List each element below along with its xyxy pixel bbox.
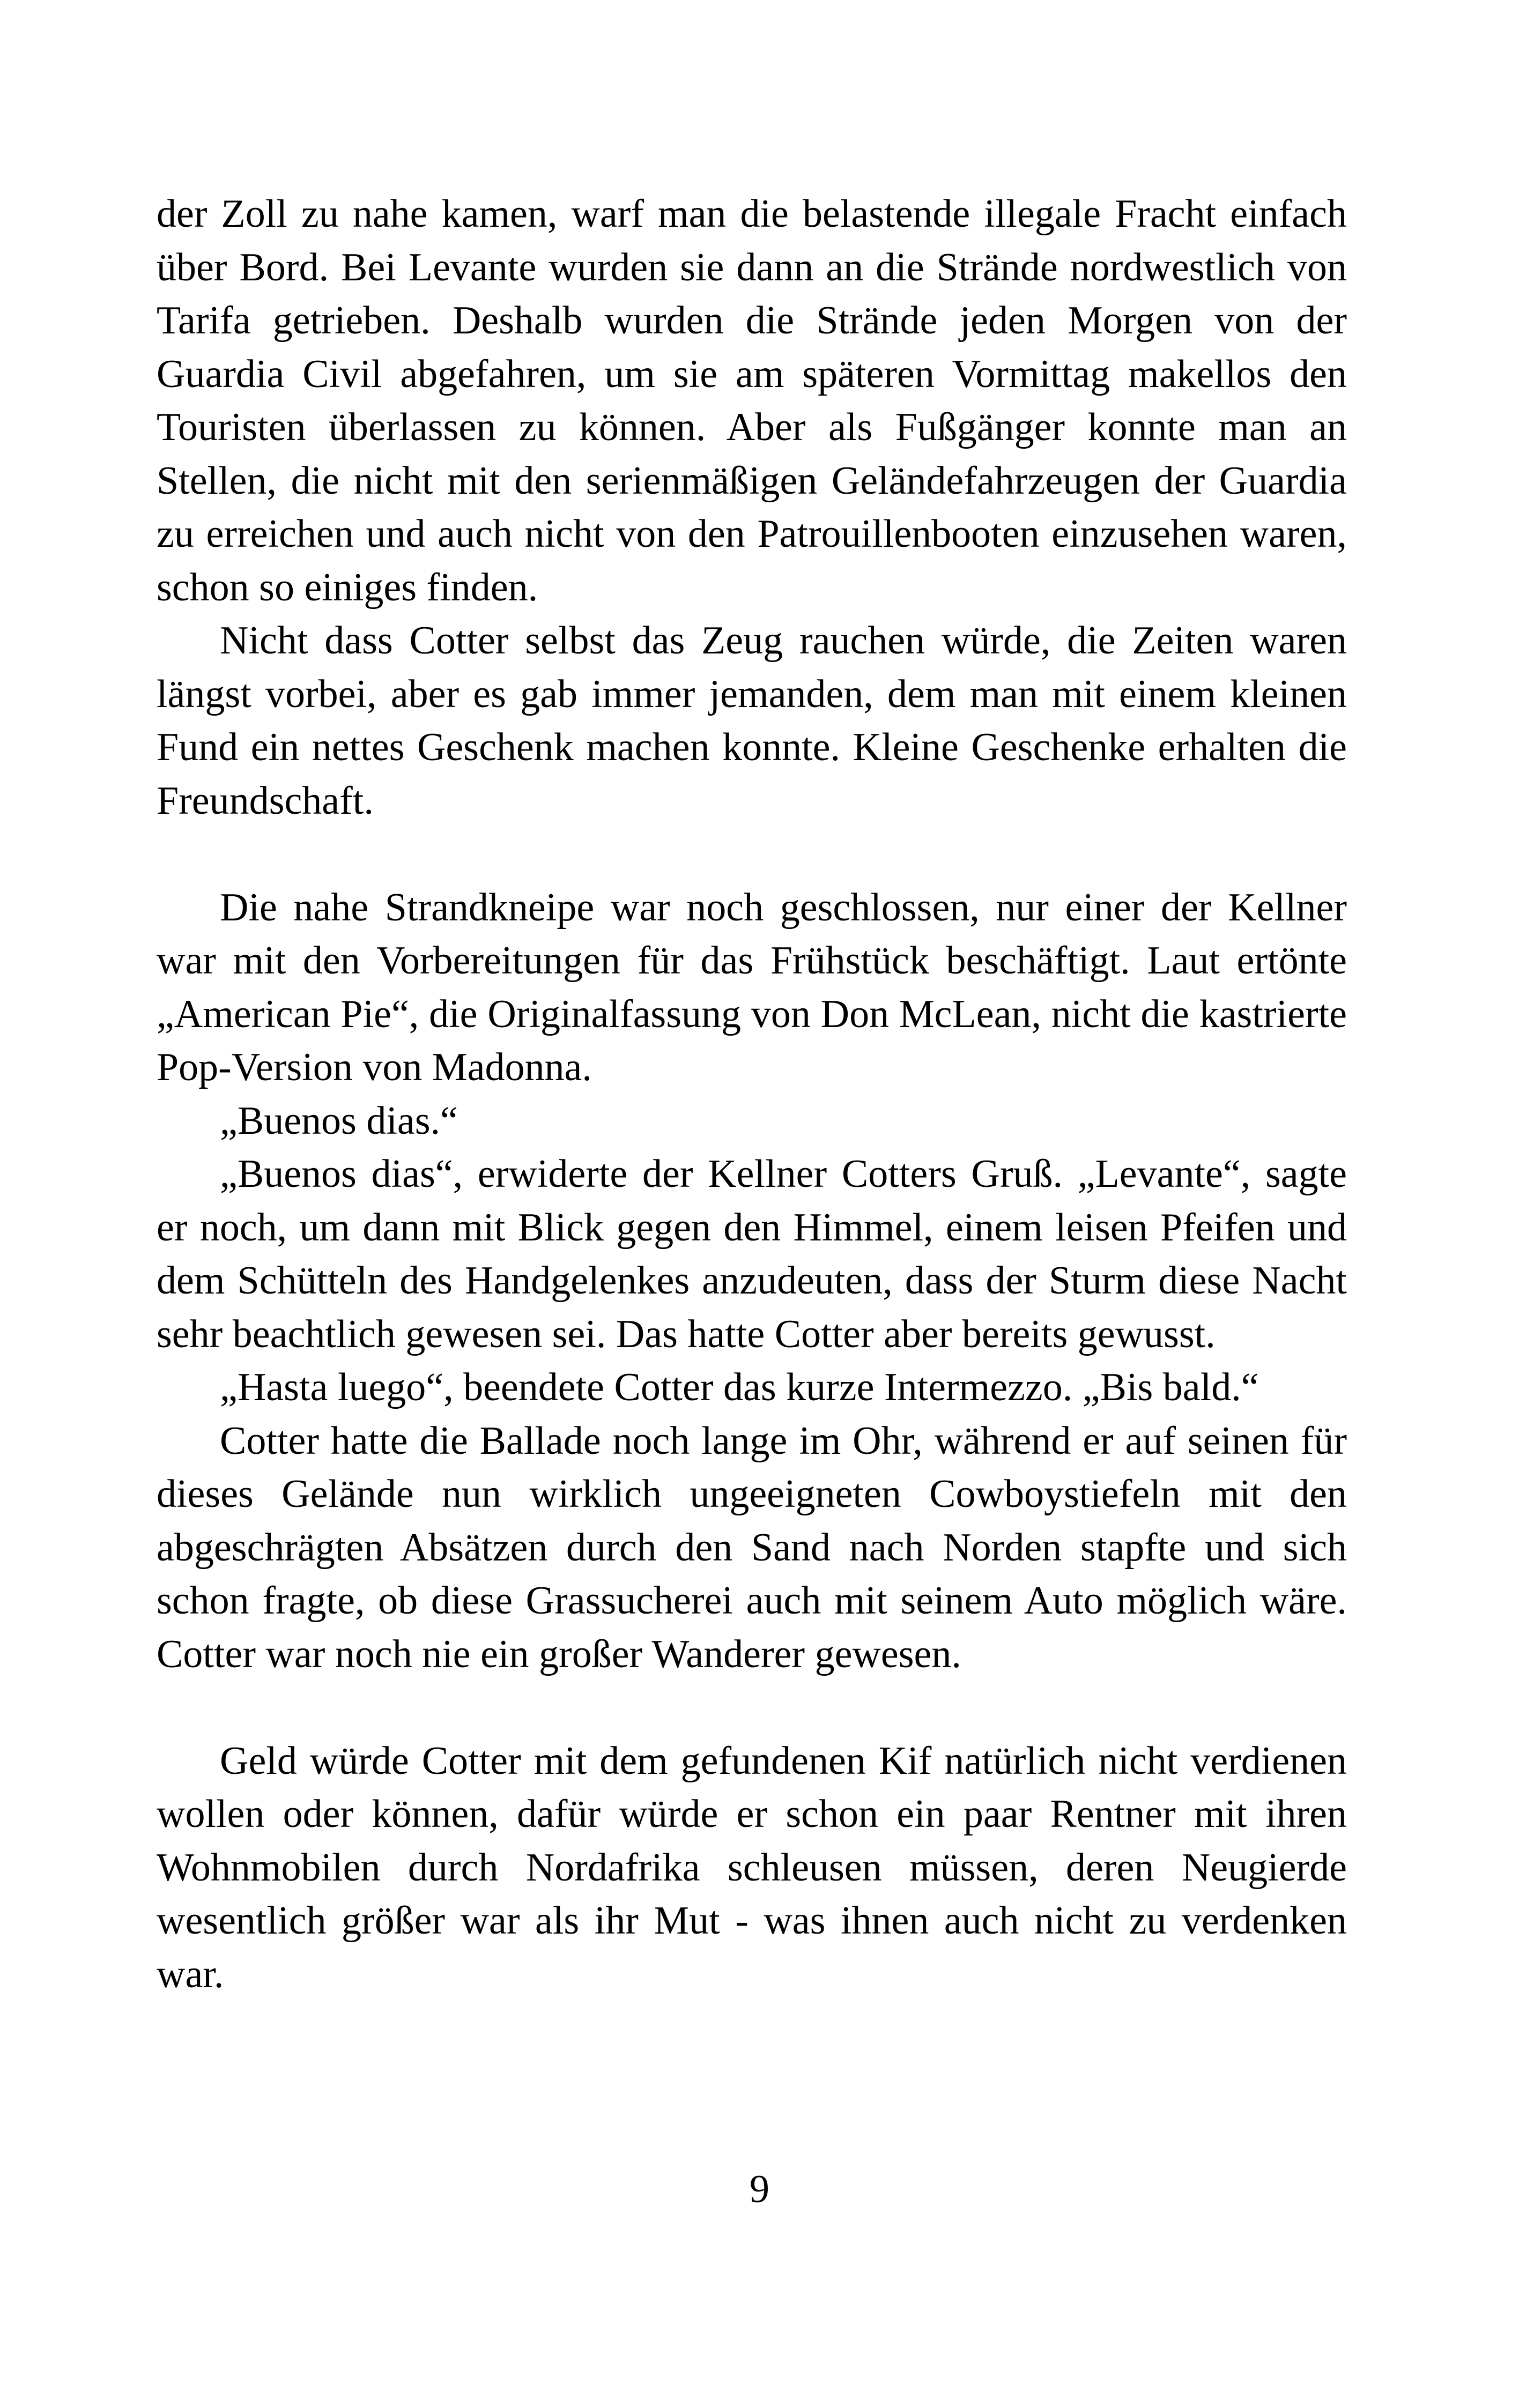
paragraph-4: „Buenos dias.“	[220, 1098, 458, 1143]
body-text	[157, 188, 1347, 2001]
section-break	[157, 828, 1347, 881]
paragraph-2: Nicht dass Cotter selbst das Zeug rauchen würde, die Zeiten waren längst vorbei, aber es gab immer jemanden, dem man mit einem kleinen Fund ein nettes Geschenk machen konnte. Kleine Geschenke erhalten die Freundschaft.	[157, 619, 1347, 823]
paragraph-5: „Buenos dias“, erwiderte der Kellner Cotters Gruß. „Levante“, sagte er noch, um dann mit Blick gegen den Himmel, einem leisen Pfeifen und dem Schütteln des Handgelenkes anzudeuten, dass der Sturm diese Nacht sehr beachtlich gewesen sei. Das hatte Cotter aber bereits gewusst.	[157, 1152, 1347, 1356]
paragraph-6: „Hasta luego“, beendete Cotter das kurze Intermezzo. „Bis bald.“	[220, 1365, 1259, 1409]
section-break	[157, 1681, 1347, 1735]
page-number: 9	[750, 2167, 769, 2211]
paragraph-8: Geld würde Cotter mit dem gefundenen Kif natürlich nicht verdienen wollen oder können, dafür würde er schon ein paar Rentner mit ihren Wohnmobilen durch Nordafrika schleusen müssen, deren Neugierde wesentlich größer war als ihr Mut - was ihnen auch nicht zu verdenken war.	[157, 1738, 1347, 1996]
paragraph-1: der Zoll zu nahe kamen, warf man die belastende illegale Fracht einfach über Bord. Bei Levante wurden sie dann an die Strände nordwestlich von Tarifa getrieben. Deshalb wurden die Strände jeden Morgen von der Guardia Civil abgefahren, um sie am späteren Vormittag makellos den Touristen überlassen zu können. Aber als Fußgänger konnte man an Stellen, die nicht mit den serienmäßigen Geländefahrzeugen der Guardia zu erreichen und auch nicht von den Patrouillenbooten einzusehen waren, schon so einiges finden.	[157, 192, 1347, 610]
paragraph-3: Die nahe Strandkneipe war noch geschlossen, nur einer der Kellner war mit den Vorbereitungen für das Frühstück beschäftigt. Laut ertönte „American Pie“, die Originalfassung von Don McLean, nicht die kastrierte Pop-Version von Madonna.	[157, 885, 1347, 1089]
paragraph-7: Cotter hatte die Ballade noch lange im Ohr, während er auf seinen für dieses Gelände nun wirklich ungeeigneten Cowboystiefeln mit den abgeschrägten Absätzen durch den Sand nach Norden stapfte und sich schon fragte, ob diese Grassucherei auch mit seinem Auto möglich wäre. Cotter war noch nie ein großer Wanderer gewesen.	[157, 1418, 1347, 1676]
